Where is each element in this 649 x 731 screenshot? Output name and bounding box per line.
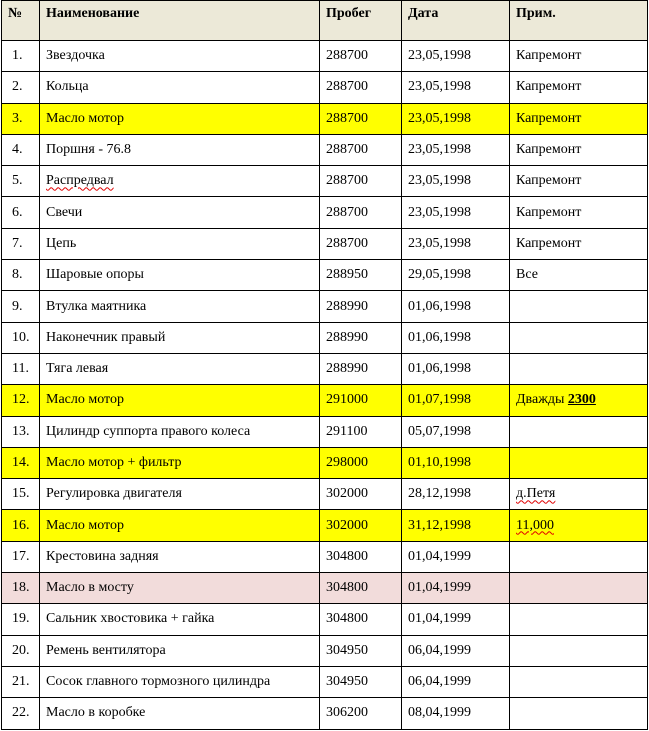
cell-mileage [320,134,402,165]
table-row [2,72,648,103]
header-number: № [2,1,40,41]
table-row [2,134,648,165]
table-row [2,573,648,604]
cell-mileage [320,322,402,353]
cell-mileage-text: 304800 [326,548,368,564]
table-row [2,197,648,228]
cell-date [402,41,510,72]
cell-number [2,666,40,697]
cell-name [40,41,320,72]
cell-name [40,510,320,541]
table-row [2,228,648,259]
table-row [2,666,648,697]
cell-name-text: Ремень вентилятора [46,642,166,658]
table-row [2,322,648,353]
cell-name [40,635,320,666]
cell-mileage-text: 306200 [326,705,368,721]
table-row [2,103,648,134]
cell-name [40,666,320,697]
table-body [2,41,648,730]
note-bold-value: 2300 [567,392,596,408]
cell-number-text: 12. [12,392,30,408]
cell-number [2,197,40,228]
table-row [2,166,648,197]
cell-note-text: Капремонт [516,204,582,220]
cell-date-text: 06,04,1999 [408,674,471,690]
cell-date-text: 01,10,1998 [408,455,471,470]
cell-name-text: Масло в мосту [46,580,134,596]
cell-note [510,260,648,291]
cell-number-text: 15. [12,486,30,502]
cell-date [402,134,510,165]
cell-note [510,72,648,103]
cell-date [402,103,510,134]
cell-note [510,41,648,72]
cell-number-text: 9. [12,298,23,314]
cell-number-text: 17. [12,548,30,564]
cell-number [2,385,40,416]
cell-number-text: 2. [12,79,23,95]
cell-note-text: Дважды [516,392,568,408]
header-name: Наименование [40,1,320,41]
cell-date [402,635,510,666]
cell-mileage [320,635,402,666]
cell-date [402,291,510,322]
cell-name-text: Тяга левая [46,361,109,377]
cell-note [510,385,648,416]
cell-date-text: 23,05,1998 [408,110,471,126]
cell-name-text: Сальник хвостовика + гайка [46,611,215,627]
cell-mileage [320,41,402,72]
cell-note-text: Капремонт [516,235,582,251]
cell-number [2,72,40,103]
cell-mileage-text: 288990 [326,329,368,345]
maintenance-table [1,0,648,730]
cell-name [40,72,320,103]
cell-name-text: Масло мотор [46,392,124,408]
cell-number-text: 1. [12,48,23,64]
cell-note [510,666,648,697]
cell-name-text: Сосок главного тормозного цилиндра [46,674,271,690]
table-row [2,604,648,635]
table-row [2,385,648,416]
cell-date-text: 29,05,1998 [408,267,471,283]
table-row [2,635,648,666]
cell-date-text: 01,06,1998 [408,298,471,314]
cell-date-text: 01,06,1998 [408,329,471,345]
cell-mileage [320,510,402,541]
cell-name-text: Масло мотор + фильтр [46,455,182,470]
cell-name-text: Кольца [46,79,89,95]
cell-date-text: 05,07,1998 [408,423,471,439]
cell-mileage-text: 288700 [326,79,368,95]
cell-name-text: Свечи [46,204,83,220]
cell-date-text: 23,05,1998 [408,142,471,158]
cell-note [510,291,648,322]
cell-number-text: 21. [12,674,30,690]
cell-number [2,447,40,478]
cell-date-text: 23,05,1998 [408,79,471,95]
cell-number [2,134,40,165]
cell-number-text: 16. [12,517,30,533]
cell-name-text: Цилиндр суппорта правого колеса [46,423,251,439]
cell-mileage [320,260,402,291]
cell-note-text: Капремонт [516,48,582,64]
cell-number [2,604,40,635]
cell-note-text: Капремонт [516,173,582,189]
cell-name [40,385,320,416]
cell-number [2,353,40,384]
cell-note-text: Капремонт [516,110,582,126]
cell-note [510,604,648,635]
cell-date [402,510,510,541]
cell-mileage [320,416,402,447]
cell-date [402,541,510,572]
cell-date-text: 31,12,1998 [408,517,471,533]
cell-number [2,698,40,729]
cell-name [40,541,320,572]
cell-name [40,291,320,322]
header-mileage: Пробег [320,1,402,41]
cell-date-text: 01,07,1998 [408,392,471,408]
cell-date [402,479,510,510]
cell-date [402,698,510,729]
cell-number [2,41,40,72]
table-row [2,541,648,572]
cell-mileage [320,666,402,697]
cell-mileage [320,291,402,322]
cell-number-text: 8. [12,267,23,283]
cell-name [40,479,320,510]
cell-name-text: Звездочка [46,48,105,64]
cell-date [402,604,510,635]
cell-note-text: Капремонт [516,142,582,158]
cell-mileage [320,353,402,384]
cell-mileage [320,447,402,478]
cell-name [40,604,320,635]
cell-mileage-text: 304950 [326,674,368,690]
cell-date-text: 23,05,1998 [408,48,471,64]
cell-number [2,228,40,259]
table-row [2,41,648,72]
cell-date [402,322,510,353]
cell-mileage-text: 288990 [326,298,368,314]
cell-number-text: 10. [12,329,30,345]
cell-note [510,134,648,165]
cell-name-text: Втулка маятника [46,298,147,314]
cell-mileage-text: 288700 [326,110,368,126]
cell-number-text: 18. [12,580,30,596]
table-row [2,260,648,291]
cell-date [402,385,510,416]
cell-date-text: 01,04,1999 [408,580,471,596]
cell-note [510,197,648,228]
cell-number-text: 20. [12,642,30,658]
cell-number-text: 7. [12,235,23,251]
cell-note [510,698,648,729]
cell-note [510,447,648,478]
cell-date-text: 08,04,1999 [408,705,471,721]
cell-date-text: 28,12,1998 [408,486,471,502]
cell-mileage-text: 304950 [326,642,368,658]
cell-date [402,416,510,447]
cell-number [2,541,40,572]
cell-mileage [320,698,402,729]
cell-note [510,510,648,541]
cell-name [40,416,320,447]
cell-name-text: Масло мотор [46,110,124,126]
cell-number-text: 3. [12,110,23,126]
cell-number-text: 6. [12,204,23,220]
cell-note [510,541,648,572]
cell-mileage-text: 288700 [326,48,368,64]
cell-mileage-text: 304800 [326,580,368,596]
cell-mileage [320,72,402,103]
cell-number [2,479,40,510]
cell-mileage [320,103,402,134]
table-row [2,447,648,478]
cell-note-text: 11,000 [516,517,554,533]
cell-name [40,134,320,165]
cell-note-text: Капремонт [516,79,582,95]
cell-note-text: д.Петя [516,486,556,502]
cell-number-text: 13. [12,423,30,439]
cell-name [40,573,320,604]
cell-mileage-text: 298000 [326,455,368,470]
cell-mileage [320,541,402,572]
cell-mileage [320,166,402,197]
cell-name-text: Крестовина задняя [46,548,159,564]
cell-name [40,698,320,729]
cell-name-text: Поршня - 76.8 [46,142,131,158]
table-row [2,698,648,729]
cell-note [510,479,648,510]
cell-mileage-text: 291100 [326,423,368,439]
cell-name [40,322,320,353]
cell-date-text: 23,05,1998 [408,235,471,251]
table-row [2,416,648,447]
cell-note [510,353,648,384]
cell-name [40,447,320,478]
cell-name [40,228,320,259]
cell-number [2,416,40,447]
cell-mileage-text: 288700 [326,235,368,251]
cell-name-text: Масло в коробке [46,705,146,721]
cell-note [510,322,648,353]
cell-date [402,197,510,228]
cell-date [402,666,510,697]
cell-number [2,322,40,353]
cell-mileage-text: 288950 [326,267,368,283]
cell-date-text: 23,05,1998 [408,173,471,189]
cell-number [2,635,40,666]
cell-date [402,573,510,604]
cell-number-text: 11. [12,361,29,377]
cell-mileage-text: 302000 [326,517,368,533]
cell-date-text: 01,06,1998 [408,361,471,377]
cell-name-text: Распредвал [46,173,114,189]
cell-date [402,447,510,478]
cell-mileage [320,604,402,635]
cell-mileage-text: 288700 [326,204,368,220]
header-row [2,1,648,41]
cell-number-text: 14. [12,455,30,470]
cell-date [402,260,510,291]
cell-note [510,228,648,259]
cell-name-text: Цепь [46,235,77,251]
cell-number-text: 5. [12,173,23,189]
cell-name-text: Шаровые опоры [46,267,144,283]
cell-number [2,260,40,291]
cell-name [40,103,320,134]
cell-date [402,228,510,259]
cell-mileage [320,228,402,259]
cell-note-text: Все [516,267,538,283]
cell-name-text: Масло мотор [46,517,124,533]
cell-note [510,166,648,197]
cell-name [40,166,320,197]
cell-number [2,291,40,322]
table-row [2,479,648,510]
cell-number [2,510,40,541]
cell-date [402,166,510,197]
cell-note [510,103,648,134]
cell-name-text: Наконечник правый [46,329,166,345]
cell-number [2,573,40,604]
cell-number-text: 4. [12,142,23,158]
cell-note [510,573,648,604]
cell-mileage [320,385,402,416]
cell-date-text: 01,04,1999 [408,548,471,564]
cell-date [402,353,510,384]
cell-date-text: 06,04,1999 [408,642,471,658]
cell-date-text: 01,04,1999 [408,611,471,627]
cell-mileage-text: 288990 [326,361,368,377]
table-row [2,291,648,322]
cell-number-text: 19. [12,611,30,627]
cell-mileage [320,197,402,228]
cell-number-text: 22. [12,705,30,721]
cell-mileage [320,573,402,604]
cell-mileage-text: 288700 [326,173,368,189]
cell-date [402,72,510,103]
cell-name [40,197,320,228]
cell-date-text: 23,05,1998 [408,204,471,220]
table-row [2,510,648,541]
cell-mileage [320,479,402,510]
cell-note [510,635,648,666]
cell-number [2,166,40,197]
cell-mileage-text: 291000 [326,392,368,408]
cell-name [40,353,320,384]
cell-mileage-text: 288700 [326,142,368,158]
header-date: Дата [402,1,510,41]
cell-note [510,416,648,447]
table-row [2,353,648,384]
cell-name-text: Регулировка двигателя [46,486,182,502]
cell-mileage-text: 302000 [326,486,368,502]
header-note: Прим. [510,1,648,41]
cell-mileage-text: 304800 [326,611,368,627]
cell-number [2,103,40,134]
cell-name [40,260,320,291]
